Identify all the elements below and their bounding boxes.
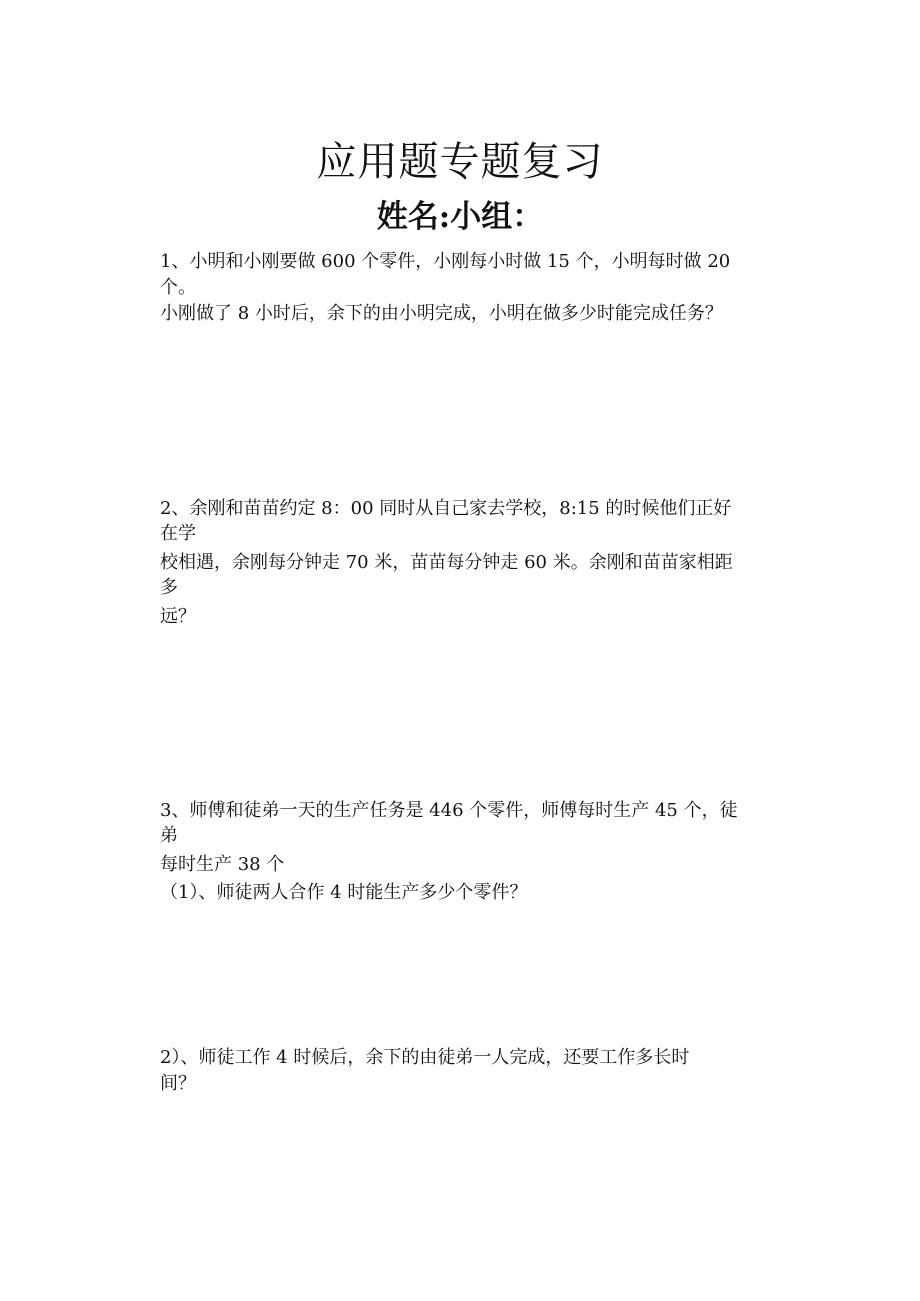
question-3-sub-1: （1）、师徒两人合作 4 时能生产多少个零件？: [160, 882, 528, 903]
question-1-line-2: 个。: [160, 277, 196, 298]
question-3-line-3: 每时生产 38 个: [160, 854, 285, 875]
question-2-line-4: 多: [160, 577, 178, 598]
question-2-line-3: 校相遇，余刚每分钟走 70 米，苗苗每分钟走 60 米。余刚和苗苗家相距: [160, 552, 733, 573]
question-1-line-3: 小刚做了 8 小时后，余下的由小明完成，小明在做多少时能完成任务？: [160, 303, 723, 324]
question-3-line-2: 弟: [160, 825, 178, 846]
name-group-line: 姓名:小组：: [376, 199, 544, 235]
question-3-sub-2-line-1: 2）、师徒工作 4 时候后，余下的由徒弟一人完成，还要工作多长时: [160, 1047, 690, 1068]
question-2-line-5: 远？: [160, 606, 196, 627]
page-title: 应用题专题复习: [316, 139, 604, 185]
question-2-line-1: 2、余刚和苗苗约定 8：00 同时从自己家去学校，8:15 的时候他们正好: [160, 498, 732, 519]
question-2-line-2: 在学: [160, 523, 196, 544]
question-3-sub-2-line-2: 间？: [160, 1073, 196, 1094]
question-1-line-1: 1、小明和小刚要做 600 个零件，小刚每小时做 15 个，小明每时做 20: [160, 251, 731, 272]
question-3-line-1: 3、师傅和徒弟一天的生产任务是 446 个零件，师傅每时生产 45 个，徒: [160, 800, 738, 821]
